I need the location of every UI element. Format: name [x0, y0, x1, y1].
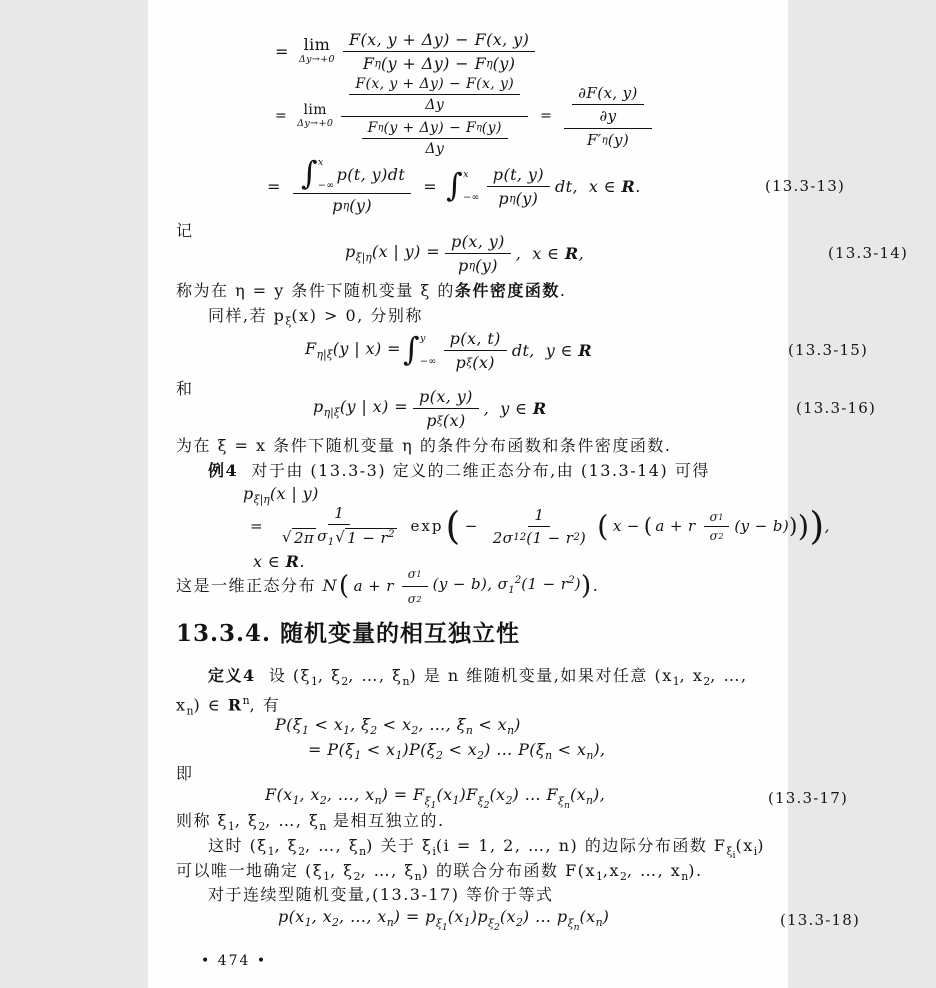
equation-13-3-13: [148, 156, 900, 216]
equation-number: (13.3-14): [827, 244, 908, 262]
radicand: $1 - r^2$: [347, 529, 395, 547]
paragraph-mutually-independent: [176, 811, 445, 837]
heading-text: 13.3.4. 随机变量的相互独立性: [176, 620, 521, 647]
integral-glyph: ∫: [402, 330, 420, 369]
equation-tail: , x ∈ R,: [515, 243, 585, 263]
paragraph-continuous-case: [208, 885, 554, 905]
fraction: [487, 164, 550, 209]
square-root: [282, 528, 316, 547]
numerator: ∂F(x, y): [572, 83, 644, 105]
y-minus-b: (y − b): [734, 517, 790, 535]
equation-tail: dt, y ∈ R: [511, 340, 593, 360]
equation-tail: dt, x ∈ R.: [554, 176, 641, 196]
denominator: Δy: [425, 140, 445, 157]
integral-lower: −∞: [419, 356, 437, 367]
numerator: σ 1: [402, 563, 428, 587]
a-plus-r: a + r: [655, 517, 696, 535]
variance-expression: (y − b), $\sigma_1^2(1 - r^2)$: [432, 575, 582, 596]
text: 记: [176, 221, 194, 240]
fraction: [444, 328, 507, 373]
integral-lower: −∞: [463, 192, 480, 203]
fraction: [349, 75, 520, 114]
equation-body: $p(x_1$, $x_2$, …, $x_n) = p_{\xi_1}(x_1)p_{\xi_2}(x_2)$ … $p_{\xi_n}(x_n)$: [278, 907, 610, 933]
denominator: p η (y): [332, 196, 372, 215]
fraction: [343, 29, 535, 74]
integral-upper: x: [463, 169, 469, 180]
equation-13-3-18: [148, 907, 918, 933]
equation-lhs: $F_{\eta|\xi}(y$ | x) =: [305, 338, 401, 362]
integral-upper: x: [317, 157, 324, 168]
numerator: p(x, y): [445, 231, 511, 254]
limit-operator: [297, 103, 333, 129]
paragraph-definition-4-line-1: [208, 666, 748, 692]
fraction: [487, 505, 592, 548]
lim-subscript: Δy→+0: [298, 54, 336, 66]
equation-lhs: $p_{\xi|\eta}(x$ | y) =: [345, 241, 441, 265]
text: = $P(\xi_1 < x_1)P(\xi_2 < x_2)$ … $P(\xi_n < x_n)$,: [308, 740, 606, 763]
radical-sign: √: [281, 528, 292, 546]
denominator: p η (y): [498, 188, 539, 208]
section-heading: [176, 620, 521, 647]
text: $x_n$) ∈ $R^n$, 有: [176, 694, 281, 718]
equation-13-3-16: [148, 388, 936, 428]
equation-number: (13.3-16): [795, 399, 876, 417]
denominator: 2σ 1 2 (1 − r 2 ): [492, 528, 587, 547]
text: 这时 ($\xi_1$, $\xi_2$, …, $\xi_n$) 关于 $\xi_i(i = 1$, 2, …, n) 的边际分布函数 $F_{\xi_i}(x_i)$: [208, 836, 765, 862]
sigma-1: $\sigma_1$: [317, 527, 335, 548]
fraction: [445, 231, 511, 276]
numerator: F η (y + Δy) − F η (y): [362, 119, 508, 139]
probability-product-line-2: [308, 740, 606, 762]
integral: [402, 330, 437, 369]
nested-fraction: [341, 74, 528, 159]
paragraph-definition-4-line-2: [176, 691, 280, 722]
equation-13-3-14: [148, 231, 936, 275]
integral-glyph: ∫: [446, 166, 464, 205]
derivation-line-1: [148, 26, 540, 76]
text: 同样,若 $p_\xi(x) > 0$, 分别称: [208, 306, 423, 329]
denominator: ∂y: [599, 107, 617, 125]
denominator: [354, 117, 516, 159]
denominator: F η (y + Δy) − F η (y): [362, 53, 516, 73]
partial-derivative-fraction: [564, 82, 652, 150]
text: 可以唯一地确定 ($\xi_1$, $\xi_2$, …, $\xi_n$) 的联合分布函数 $F(x_1,x_2$, …, $x_n$).: [176, 861, 703, 884]
equals-sign: =: [275, 108, 288, 124]
numerator: 1: [328, 503, 350, 525]
integral-lower: −∞: [317, 180, 335, 191]
text: $p_{\xi|\eta}(x$ | y): [243, 484, 319, 507]
derivation-line-2: [148, 76, 657, 156]
fraction: [572, 83, 644, 126]
square-root: [335, 528, 396, 547]
label-that-is: [176, 764, 194, 784]
radical-sign: √: [335, 528, 346, 546]
sigma-ratio-fraction: [402, 563, 428, 610]
page-number: [201, 953, 267, 969]
equation-13-3-15: [148, 328, 936, 372]
lim-word: lim: [303, 35, 331, 55]
numerator: [341, 74, 528, 117]
lim-subscript: Δy→+0: [297, 118, 334, 130]
text: 和: [176, 379, 194, 398]
numerator: σ 1: [704, 509, 730, 527]
text: 这是一维正态分布 N: [176, 576, 337, 595]
lim-word: lim: [303, 102, 327, 119]
denominator: F′ η (y): [586, 131, 630, 149]
equals-sign: =: [250, 517, 263, 535]
paragraph-conditional-distribution: [176, 436, 671, 456]
numerator: F(x, y + Δy) − F(x, y): [349, 75, 520, 95]
equation-body: $F(x_1$, $x_2$, …, $x_n) = F_{\xi_1}(x_1)F_{\xi_2}(x_2)$ … $F_{\xi_n}(x_n)$,: [265, 785, 606, 811]
equation-number: (13.3-17): [767, 789, 848, 807]
paragraph-conditional-density: [176, 281, 566, 301]
integrand: p(t, y)dt: [336, 164, 406, 184]
equals-sign: =: [275, 41, 289, 61]
integral-upper: y: [419, 333, 426, 344]
fraction: [362, 119, 508, 158]
denominator: Δy: [425, 96, 445, 113]
paragraph-example-4: [208, 461, 710, 481]
probability-product-line-1: [275, 715, 521, 737]
equation-lhs: $p_{\eta|\xi}(y$ | x) =: [313, 396, 409, 420]
integral-glyph: ∫: [300, 154, 318, 193]
text: 为在 ξ = x 条件下随机变量 η 的条件分布函数和条件密度函数.: [176, 436, 672, 455]
period: .: [592, 576, 600, 595]
fraction: [275, 503, 404, 549]
sigma-ratio-fraction: [704, 509, 730, 544]
text: 对于连续型随机变量,(13.3-17) 等价于等式: [208, 885, 554, 904]
denominator: σ 2: [709, 528, 724, 543]
text: 例4 对于由 (13.3-3) 定义的二维正态分布,由 (13.3-14) 可得: [208, 461, 710, 480]
text: 称为在 η = y 条件下随机变量 ξ 的条件密度函数.: [176, 281, 567, 300]
a-plus-r: a + r: [353, 577, 394, 595]
integral: [446, 166, 480, 205]
denominator: p η (y): [457, 255, 498, 275]
numerator: [293, 156, 411, 194]
numerator: F(x, y + Δy) − F(x, y): [343, 29, 535, 52]
denominator: σ 2: [407, 591, 422, 606]
minus-sign: −: [464, 517, 478, 535]
example-formula: = 1 √ 2π $\sigma_1$ √ $1 - r^2$ exp ( − 1 2σ 1 2 (1 − r 2 ) ( x − ( a + r σ 1 σ 2 (y − b) ) ) ) ,: [250, 504, 830, 548]
x-minus: x −: [612, 517, 640, 535]
text: 定义4 设 ($\xi_1$, $\xi_2$, …, $\xi_n$) 是 n 维随机变量,如果对任意 ($x_1$, $x_2$, …,: [208, 666, 748, 689]
denominator: p ξ (x): [426, 410, 466, 430]
text: 即: [176, 764, 194, 783]
numerator: p(t, y): [487, 164, 550, 187]
denominator: p ξ (x): [455, 352, 495, 372]
equation-tail: , y ∈ R: [483, 398, 547, 418]
equation-number: (13.3-18): [779, 911, 860, 929]
text: 则称 $\xi_1$, $\xi_2$, …, $\xi_n$ 是相互独立的.: [176, 811, 445, 834]
radicand: 2π: [293, 529, 315, 547]
limit-operator: [299, 37, 335, 65]
numerator: [564, 82, 652, 129]
numerator: p(x, t): [444, 328, 507, 351]
textbook-page: [148, 0, 908, 988]
text: $P(\xi_1 < x_1$, $\xi_2 < x_2$, …, $\xi_n < x_n$): [275, 715, 521, 738]
equation-13-3-17: [148, 786, 905, 810]
numerator: p(x, y): [413, 386, 479, 409]
equals-sign: =: [267, 176, 281, 196]
paragraph-marginal-line-2: [176, 861, 703, 887]
integral: [300, 154, 335, 193]
page-number-text: • 474 •: [201, 953, 268, 969]
equation-number: (13.3-13): [764, 177, 845, 195]
normal-distribution-note: 这是一维正态分布 N ( a + r σ 1 σ 2 (y − b), $\sigma_1^2(1 - r^2)$ ) .: [176, 569, 599, 603]
equation-number: (13.3-15): [787, 341, 868, 359]
text: x ∈ R.: [253, 552, 305, 571]
integral-fraction: [293, 156, 411, 216]
denominator: [275, 525, 404, 549]
equals-sign: =: [540, 108, 553, 124]
exp-operator: exp: [410, 517, 444, 535]
comma: ,: [824, 517, 830, 535]
fraction: [413, 386, 479, 431]
equals-sign: =: [423, 176, 438, 196]
numerator: 1: [528, 505, 550, 527]
